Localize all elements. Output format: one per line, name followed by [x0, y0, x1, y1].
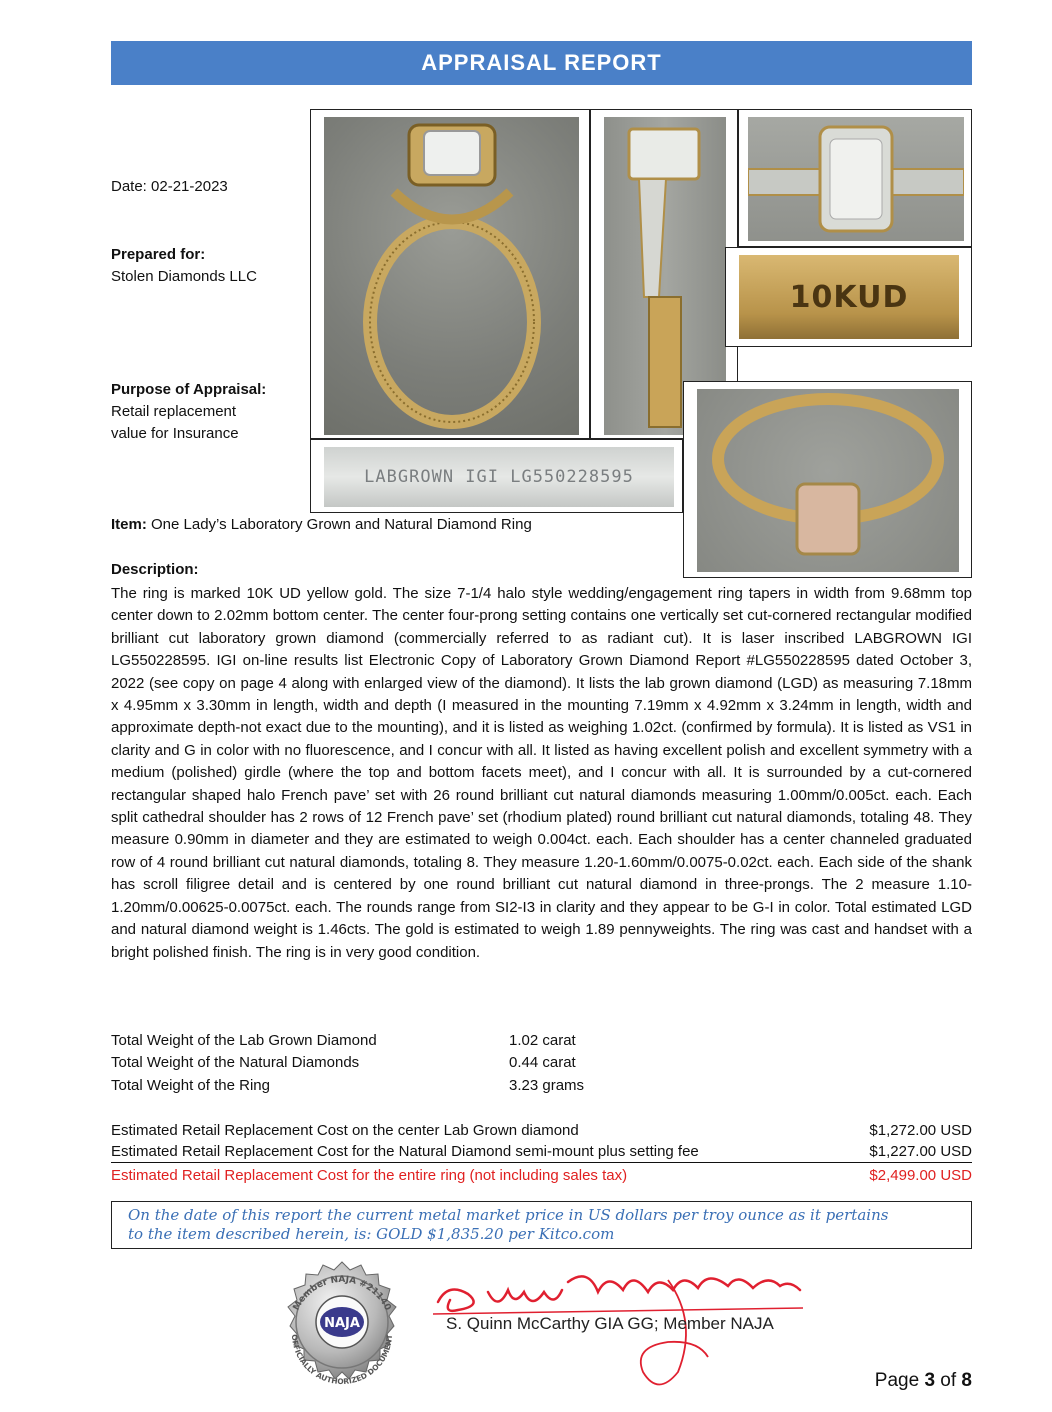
ring-illustration — [324, 117, 579, 435]
signature-block — [428, 1262, 808, 1402]
seal-top-text: Member NAJA #21140 — [291, 1274, 393, 1313]
cost-label: Estimated Retail Replacement Cost for the entire ring (not including sales tax) — [111, 1167, 628, 1184]
weight-label: Total Weight of the Lab Grown Diamond — [111, 1032, 377, 1049]
cost-row-semi-mount — [111, 1142, 972, 1163]
description-label: Description: — [111, 561, 199, 578]
inscription-photo — [310, 439, 683, 513]
page-number — [875, 1370, 972, 1392]
signer-name: S. Quinn McCarthy GIA GG; Member NAJA — [446, 1314, 774, 1333]
report-date: Date: 02-21-2023 — [111, 178, 228, 195]
item-label: Item: — [111, 516, 147, 533]
cost-value: $1,227.00 USD — [869, 1143, 972, 1160]
cost-value: $2,499.00 USD — [869, 1167, 972, 1184]
page-prefix: Page — [874, 1370, 925, 1391]
inscription-text: LABGROWN IGI LG550228595 — [364, 467, 634, 487]
prepared-for-label: Prepared for: — [111, 246, 206, 263]
stamp-text: 10KUD — [789, 279, 909, 315]
weights-table — [111, 1030, 711, 1097]
report-title: APPRAISAL REPORT — [111, 41, 972, 85]
purpose-label: Purpose of Appraisal: — [111, 381, 267, 398]
ring-photo-underside — [683, 381, 972, 578]
market-line-1: On the date of this report the current metal market price in US dollars per troy ounce as it pertains — [128, 1206, 889, 1224]
cost-label: Estimated Retail Replacement Cost for the Natural Diamond semi-mount plus setting fee — [111, 1143, 699, 1160]
cost-value: $1,272.00 USD — [869, 1122, 972, 1139]
seal-center-text: NAJA — [324, 1316, 360, 1331]
description-text: The ring is marked 10K UD yellow gold. The size 7-1/4 halo style wedding/engagement ring tapers in width from 9.68mm top center down to 2.02mm bottom center. The center four-prong setting contains one vertically set cut-cornered rectangular modified brilliant cut laboratory grown diamond (commercially referred to as radiant cut). It is laser inscribed LABGROWN IGI LG550228595. IGI on-line results list Electronic Copy of Laboratory Grown Diamond Report #LG550228595 dated October 3, 2022 (see copy on page 4 along with enlarged view of the diamond). It lists the lab grown diamond (LGD) as measuring 7.18mm x 4.95mm x 3.30mm in length, width and depth (I measured in the mounting 7.19mm x 4.92mm x 3.24mm in length, width and approximate depth-not exact due to the mounting), and it is listed as weighing 1.02ct. (confirmed by formula). It is listed as VS1 in clarity and G in color with no fluorescence, and I concur with all. It listed as having excellent polish and excellent symmetry with a medium (polished) girdle (where the top and bottom facets meet), and I concur with all. It is surrounded by a cut-cornered rectangular shaped halo French pave’ set with 26 round brilliant cut natural diamonds measuring 1.00mm/0.005ct. each. Each split cathedral shoulder has 2 rows of 12 French pave’ set (rhodium plated) round brilliant cut natural diamonds, totaling 48. They measure 0.90mm in diameter and they are estimated to weigh 0.004ct. each. Each shoulder has a center channeled graduated row of 4 round brilliant cut natural diamonds, totaling 8. They measure 1.20-1.60mm/0.0075-0.02ct. each. Each side of the shank has scroll filigree detail and is centered by one round brilliant cut natural diamond in three-prongs. The 2 measure 1.10-1.20mm/0.00625-0.0075ct. each. The rounds range from SI2-I3 in clarity and they appear to be G-I in color. Total estimated LGD and natural diamond weight is 1.46cts. The gold is estimated to weigh 1.89 pennyweights. The ring was cast and handset with a bright polished finish. The ring is in very good condition. — [111, 585, 972, 961]
weight-label: Total Weight of the Natural Diamonds — [111, 1054, 360, 1072]
prepared-for-value: Stolen Diamonds LLC — [111, 268, 257, 285]
metal-market-box — [111, 1201, 972, 1249]
weight-value: 1.02 carat — [509, 1032, 576, 1049]
cost-label: Estimated Retail Replacement Cost on the center Lab Grown diamond — [111, 1122, 579, 1139]
weight-row — [111, 1030, 711, 1052]
weight-label: Total Weight of the Ring — [111, 1076, 270, 1094]
ring-photo-main — [310, 109, 590, 439]
weight-row — [111, 1052, 711, 1074]
cost-row-lab-diamond — [111, 1120, 972, 1142]
ring-photo-top — [738, 109, 972, 247]
ring-top-illustration — [748, 117, 964, 241]
weight-value: 3.23 grams — [509, 1076, 585, 1094]
seal-icon — [272, 1260, 412, 1400]
weight-value: 0.44 carat — [509, 1054, 576, 1072]
page-of: of — [935, 1370, 962, 1391]
stamp-photo — [725, 247, 972, 347]
seal-bottom-text: OFFICIALLY AUTHORIZED DOCUMENT — [289, 1333, 395, 1387]
purpose-line-1: Retail replacement — [111, 403, 237, 420]
naja-seal — [272, 1260, 412, 1400]
purpose-line-2: value for Insurance — [111, 425, 239, 442]
item-value: One Lady’s Laboratory Grown and Natural Diamond Ring — [151, 516, 532, 533]
page-total: 8 — [961, 1370, 972, 1391]
market-line-2: to the item described herein, is: GOLD $1,835.20 per Kitco.com — [128, 1225, 615, 1243]
cost-row-total — [111, 1165, 972, 1187]
ring-underside-illustration — [697, 389, 959, 572]
page-current: 3 — [924, 1370, 936, 1391]
weight-row — [111, 1075, 711, 1097]
